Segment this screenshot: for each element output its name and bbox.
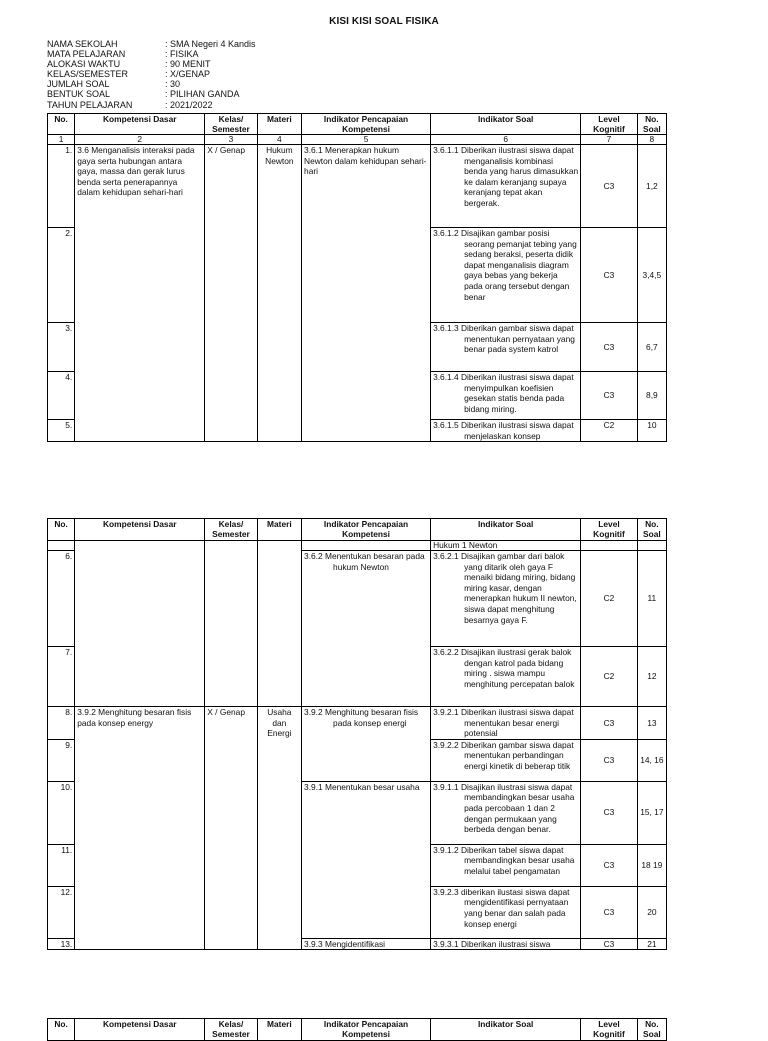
header-kelas-semester: Kelas/ Semester — [205, 1019, 257, 1041]
header-kompetensi-dasar: Kompetensi Dasar — [75, 519, 205, 541]
column-number: 7 — [581, 135, 637, 145]
kisi-table-3 — [47, 1018, 667, 1041]
indikator-soal-text: 3.6.1.2 Disajikan gambar posisi seorang pemanjat tebing yang sedang beraksi, peserta didik dapat menganalisis diagram gaya bebas yang bekerja pada orang tersebut dengan benar — [433, 228, 577, 302]
indikator-soal-cell — [431, 323, 581, 372]
level-kognitif-cell: C3 — [581, 145, 637, 228]
no-soal-cell — [637, 541, 666, 551]
indikator-soal-text: 3.6.2.2 Disajikan ilustrasi gerak balok dengan katrol pada bidang miring . siswa mampu menghitung percepatan balok — [433, 647, 575, 689]
indikator-soal-text: 3.9.2.1 Diberikan ilustrasi siswa dapat menentukan besar energi potensial — [433, 707, 574, 739]
indikator-soal-text: 3.9.3.1 Diberikan ilustrasi siswa — [433, 938, 551, 949]
column-number-row — [48, 135, 667, 145]
level-kognitif-cell: C3 — [581, 228, 637, 323]
no-soal-cell: 6,7 — [637, 323, 666, 372]
meta-row — [47, 79, 256, 89]
indikator-soal-text: 3.6.1.5 Diberikan ilustrasi siswa dapat menjelaskan konsep — [433, 420, 574, 441]
indikator-soal-cell — [431, 886, 581, 938]
level-kognitif-cell: C2 — [581, 420, 637, 442]
row-number: 1. — [48, 145, 75, 228]
ipk-cell — [302, 707, 431, 782]
row-number — [48, 541, 75, 551]
level-kognitif-cell: C3 — [581, 781, 637, 844]
no-soal-cell: 10 — [637, 420, 666, 442]
indikator-soal-cell — [431, 551, 581, 647]
header-level-kognitif: Level Kognitif — [581, 114, 637, 135]
table-row — [48, 145, 667, 228]
row-number: 6. — [48, 551, 75, 647]
no-soal-cell: 12 — [637, 647, 666, 707]
column-number: 1 — [48, 135, 75, 145]
ipk-cell — [302, 938, 431, 950]
indikator-soal-cell — [431, 707, 581, 740]
ipk-text: 3.9.2 Menghitung besaran fisis pada konsep energi — [304, 707, 419, 728]
level-kognitif-cell: C3 — [581, 844, 637, 886]
header-no: No. — [48, 519, 75, 541]
no-soal-cell: 21 — [637, 938, 666, 950]
indikator-soal-text: 3.6.1.3 Diberikan gambar siswa dapat menentukan pernyataan yang benar pada system katrol — [433, 323, 575, 355]
column-number: 6 — [431, 135, 581, 145]
table-header-row — [48, 1019, 667, 1041]
meta-label: BENTUK SOAL — [47, 89, 111, 100]
continuation-row — [48, 541, 667, 551]
indikator-soal-text: 3.6.2.1 Disajikan gambar dari balok yang ditarik oleh gaya F menaiki bidang miring, bidang miring kasar, dengan menerapkan hukum II newton, siswa dapat menghitung besarnya gaya F. — [433, 551, 577, 625]
kelas-semester-cell: X / Genap — [205, 707, 257, 950]
no-soal-cell: 1,2 — [637, 145, 666, 228]
indikator-soal-cell — [431, 739, 581, 781]
kisi-table-1 — [47, 113, 667, 442]
kompetensi-dasar-text: 3.9.2 Menghitung besaran fisis pada konsep energy — [77, 707, 192, 728]
header-ipk: Indikator Pencapaian Kompetensi — [302, 519, 431, 541]
indikator-soal-text: 3.6.1.1 Diberikan ilustrasi siswa dapat menganalisis kombinasi benda yang harus dimasukkan ke dalam keranjang supaya keranjang tepat akan bergerak. — [433, 145, 579, 208]
indikator-soal-text: 3.9.2.2 Diberikan gambar siswa dapat menentukan perbandingan energi kinetik di beberap titik — [433, 739, 574, 771]
column-number: 2 — [75, 135, 205, 145]
kisi-table-2 — [47, 518, 667, 950]
ipk-text: 3.9.3 Mengidentifikasi — [304, 938, 386, 949]
meta-row — [47, 59, 256, 69]
table-header-row — [48, 519, 667, 541]
header-kelas-semester: Kelas/ Semester — [205, 519, 257, 541]
header-materi: Materi — [257, 114, 301, 135]
indikator-soal-cell — [431, 145, 581, 228]
header-ipk: Indikator Pencapaian Kompetensi — [302, 1019, 431, 1041]
level-kognitif-cell: C3 — [581, 323, 637, 372]
indikator-soal-cell — [431, 938, 581, 950]
row-number: 4. — [48, 372, 75, 420]
header-level-kognitif: Level Kognitif — [581, 519, 637, 541]
kompetensi-dasar-cell — [75, 707, 205, 950]
indikator-soal-cell — [431, 844, 581, 886]
level-kognitif-cell: C2 — [581, 647, 637, 707]
level-kognitif-cell: C3 — [581, 886, 637, 938]
row-number: 2. — [48, 228, 75, 323]
row-number: 8. — [48, 707, 75, 740]
kompetensi-dasar-cell: 3.6 Menganalisis interaksi pada gaya serta hubungan antara gaya, massa dan gerak lurus benda serta penerapannya dalam kehidupan sehari-hari — [75, 145, 205, 442]
ipk-text: 3.9.1 Menentukan besar usaha — [304, 781, 420, 792]
indikator-soal-cell — [431, 420, 581, 442]
meta-value: : PILIHAN GANDA — [165, 89, 240, 100]
level-kognitif-cell: C3 — [581, 739, 637, 781]
indikator-soal-text: Hukum 1 Newton — [433, 540, 498, 550]
meta-row — [47, 39, 256, 49]
no-soal-cell: 14, 16 — [637, 739, 666, 781]
indikator-soal-cell — [431, 228, 581, 323]
materi-cell: Usaha dan Energi — [257, 707, 301, 950]
no-soal-cell: 20 — [637, 886, 666, 938]
meta-value: : 2021/2022 — [165, 99, 213, 110]
level-kognitif-cell: C3 — [581, 372, 637, 420]
row-number: 12. — [48, 886, 75, 938]
kompetensi-dasar-cell — [75, 541, 205, 707]
document-title: KISI KISI SOAL FISIKA — [329, 16, 439, 27]
indikator-soal-cell — [431, 781, 581, 844]
row-number: 5. — [48, 420, 75, 442]
meta-row — [47, 69, 256, 79]
row-number: 10. — [48, 781, 75, 844]
indikator-soal-cell — [431, 541, 581, 551]
header-no-soal: No. Soal — [637, 1019, 666, 1041]
meta-row — [47, 89, 256, 99]
header-no: No. — [48, 1019, 75, 1041]
column-number: 3 — [205, 135, 257, 145]
meta-row — [47, 49, 256, 59]
column-number: 4 — [257, 135, 301, 145]
materi-cell: Hukum Newton — [257, 145, 301, 442]
meta-value: : 30 — [165, 79, 181, 90]
level-kognitif-cell — [581, 541, 637, 551]
meta-label: JUMLAH SOAL — [47, 79, 110, 90]
header-level-kognitif: Level Kognitif — [581, 1019, 637, 1041]
header-kompetensi-dasar: Kompetensi Dasar — [75, 114, 205, 135]
ipk-cell — [302, 781, 431, 938]
row-number: 7. — [48, 647, 75, 707]
materi-cell — [257, 541, 301, 707]
header-materi: Materi — [257, 519, 301, 541]
no-soal-cell: 11 — [637, 551, 666, 647]
header-indikator-soal: Indikator Soal — [431, 519, 581, 541]
row-number: 11. — [48, 844, 75, 886]
row-number: 9. — [48, 739, 75, 781]
column-number: 8 — [637, 135, 666, 145]
meta-value: : SMA Negeri 4 Kandis — [165, 39, 256, 49]
header-kompetensi-dasar: Kompetensi Dasar — [75, 1019, 205, 1041]
indikator-soal-text: 3.9.1.2 Diberikan tabel siswa dapat membandingkan besar usaha melalui tabel pengamatan — [433, 844, 575, 876]
table-row — [48, 707, 667, 740]
kelas-semester-cell — [205, 541, 257, 707]
header-no-soal: No. Soal — [637, 114, 666, 135]
row-number: 13. — [48, 938, 75, 950]
ipk-text: 3.6.2 Menentukan besaran pada hukum Newton — [304, 551, 425, 572]
header-materi: Materi — [257, 1019, 301, 1041]
meta-value: : 90 MENIT — [165, 59, 211, 70]
column-number: 5 — [302, 135, 431, 145]
meta-label: ALOKASI WAKTU — [47, 59, 121, 70]
meta-label: MATA PELAJARAN — [47, 49, 126, 60]
header-indikator-soal: Indikator Soal — [431, 114, 581, 135]
document-meta — [47, 39, 256, 110]
ipk-cell: 3.6.1 Menerapkan hukum Newton dalam kehidupan sehari-hari — [302, 145, 431, 442]
row-number: 3. — [48, 323, 75, 372]
header-kelas-semester: Kelas/ Semester — [205, 114, 257, 135]
indikator-soal-text: 3.9.2.3 diberikan ilustasi siswa dapat mengidentifikasi pernyataan yang benar dan salah pada konsep energi — [433, 886, 570, 929]
meta-value: : X/GENAP — [165, 69, 211, 80]
indikator-soal-text: 3.9.1.1 Disajikan ilustrasi siswa dapat membandingkan besar usaha pada percobaan 1 dan 2 dengan permukaan yang berbeda dengan benar. — [433, 781, 575, 835]
indikator-soal-text: 3.6.1.4 Diberikan ilustrasi siswa dapat menyimpulkan koefisien gesekan statis benda pada bidang miring. — [433, 372, 574, 414]
indikator-soal-cell — [431, 647, 581, 707]
table-header-row — [48, 114, 667, 135]
header-indikator-soal: Indikator Soal — [431, 1019, 581, 1041]
ipk-cell — [302, 551, 431, 707]
header-no-soal: No. Soal — [637, 519, 666, 541]
header-no: No. — [48, 114, 75, 135]
no-soal-cell: 18 19 — [637, 844, 666, 886]
meta-label: KELAS/SEMESTER — [47, 69, 129, 80]
no-soal-cell: 3,4,5 — [637, 228, 666, 323]
meta-value: : FISIKA — [165, 49, 199, 60]
meta-row — [47, 100, 256, 110]
kelas-semester-cell: X / Genap — [205, 145, 257, 442]
level-kognitif-cell: C2 — [581, 551, 637, 647]
meta-label: NAMA SEKOLAH — [47, 39, 118, 49]
no-soal-cell: 8,9 — [637, 372, 666, 420]
indikator-soal-cell — [431, 372, 581, 420]
no-soal-cell: 13 — [637, 707, 666, 740]
no-soal-cell: 15, 17 — [637, 781, 666, 844]
ipk-cell — [302, 541, 431, 551]
level-kognitif-cell: C3 — [581, 707, 637, 740]
meta-label: TAHUN PELAJARAN — [47, 99, 133, 110]
header-ipk: Indikator Pencapaian Kompetensi — [302, 114, 431, 135]
level-kognitif-cell: C3 — [581, 938, 637, 950]
